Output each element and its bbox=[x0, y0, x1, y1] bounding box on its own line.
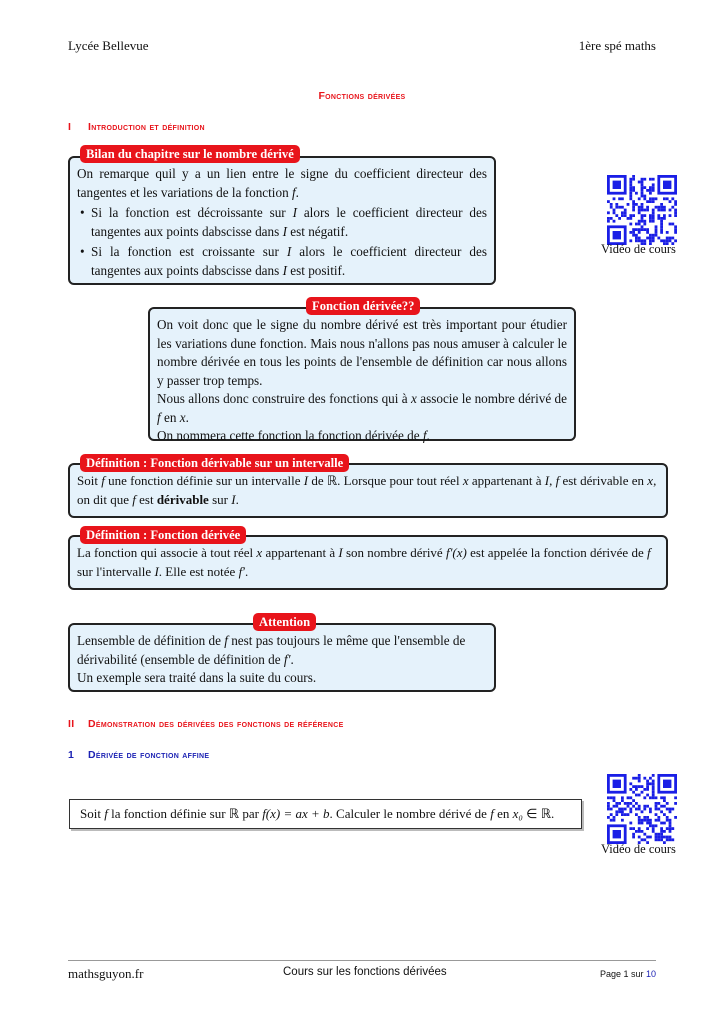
bilan-list bbox=[77, 204, 487, 280]
text: Soit bbox=[80, 806, 105, 821]
question-box-title: Fonction dérivée?? bbox=[306, 297, 420, 315]
math-f: f bbox=[555, 473, 560, 488]
text: la fonction définie sur ℝ par bbox=[107, 806, 263, 821]
text: sur bbox=[208, 491, 232, 507]
text: . bbox=[185, 409, 189, 425]
question-box bbox=[148, 307, 576, 441]
math-x: x bbox=[647, 473, 654, 488]
math-I: I bbox=[292, 205, 297, 220]
text: est appelée la fonction dérivée de bbox=[466, 545, 647, 560]
text: alors le coefficient directeur des tangentes aux points dabscisse dans bbox=[91, 244, 487, 278]
text: On nommera cette fonction la fonction dérivée de bbox=[157, 428, 423, 443]
math-I: I bbox=[154, 563, 159, 579]
math-f: f bbox=[490, 806, 494, 821]
page-prefix: Page 1 sur bbox=[599, 969, 646, 979]
math-f: f bbox=[104, 806, 108, 821]
text: est positif. bbox=[286, 262, 346, 278]
math-I: I bbox=[303, 473, 309, 488]
text: en bbox=[160, 409, 180, 425]
subsection-title: Dérivée de fonction affine bbox=[88, 749, 210, 761]
math-I: I bbox=[282, 223, 287, 239]
definition-derivee-text bbox=[77, 544, 659, 581]
attention-box-title: Attention bbox=[253, 613, 316, 631]
attention-box bbox=[68, 623, 496, 692]
text: ∈ ℝ. bbox=[522, 806, 555, 821]
math-I: I bbox=[231, 491, 236, 507]
text: appartenant à bbox=[262, 545, 339, 560]
math-f: f bbox=[646, 545, 651, 560]
qr-code-icon[interactable] bbox=[607, 774, 677, 844]
math-f: f bbox=[132, 491, 136, 507]
text: Lensemble de définition de bbox=[77, 633, 225, 648]
bullet-icon: • bbox=[80, 244, 85, 259]
text: . bbox=[290, 651, 294, 667]
text: . Calculer le nombre dérivé de bbox=[329, 806, 491, 821]
math-fprime: f′ bbox=[238, 563, 246, 579]
text: est négatif. bbox=[286, 223, 349, 239]
text: . bbox=[426, 428, 430, 443]
list-item bbox=[80, 204, 487, 241]
text: . Elle est notée bbox=[158, 563, 239, 579]
question-paragraph-3 bbox=[157, 427, 567, 446]
math-f: f bbox=[422, 428, 427, 443]
math-I: I bbox=[338, 545, 343, 560]
question-paragraph-1: On voit donc que le signe du nombre dérivé est très important pour étudier les variations dune fonction. Mais nous n'allons pas nous amuser à calculer le nombre dérivée en tous les points de l'ensemble de définition car nous allons y passer trop temps. bbox=[157, 317, 567, 388]
qr-caption: Vidéo de cours bbox=[601, 242, 676, 256]
footer-site[interactable]: mathsguyon.fr bbox=[68, 966, 144, 981]
math-fprime: f′ bbox=[283, 651, 291, 667]
math-I: I bbox=[544, 473, 550, 488]
definition-derivee-title: Définition : Fonction dérivée bbox=[80, 526, 246, 544]
text: La fonction qui associe à tout réel bbox=[77, 545, 257, 560]
section-heading-1 bbox=[68, 121, 205, 133]
math-f: f bbox=[101, 473, 105, 488]
text: sur l'intervalle bbox=[77, 563, 155, 579]
attention-line-2: Un exemple sera traité dans la suite du cours. bbox=[77, 670, 317, 685]
subsection-heading-1 bbox=[68, 749, 209, 761]
exercise-box bbox=[69, 799, 582, 829]
section-title: Introduction et définition bbox=[88, 121, 205, 133]
footer-divider bbox=[68, 960, 656, 961]
text: associe le nombre dérivé de bbox=[416, 391, 567, 406]
math-f: f bbox=[224, 633, 228, 648]
text: , on dit que bbox=[77, 473, 657, 507]
text: appartenant à bbox=[468, 473, 545, 488]
math-f: f bbox=[291, 184, 296, 200]
list-item bbox=[80, 243, 487, 280]
bilan-box-title: Bilan du chapitre sur le nombre dérivé bbox=[80, 145, 300, 163]
text: Si la fonction est décroissante sur bbox=[91, 205, 293, 220]
text: alors le coefficient directeur des tangentes aux points dabscisse dans bbox=[91, 205, 487, 239]
math-fprime-x: f′(x) bbox=[445, 545, 467, 560]
text: Soit bbox=[77, 473, 102, 488]
text: est bbox=[135, 491, 157, 507]
math-x: x bbox=[256, 545, 263, 560]
text: , bbox=[549, 473, 556, 488]
math-x: x bbox=[411, 391, 417, 406]
page-number bbox=[600, 969, 656, 979]
header-school: Lycée Bellevue bbox=[68, 38, 149, 53]
text: . bbox=[235, 491, 239, 507]
bilan-intro bbox=[77, 165, 487, 202]
text: une fonction définie sur un intervalle bbox=[104, 473, 304, 488]
text: est dérivable en bbox=[559, 473, 648, 488]
math-x: x bbox=[462, 473, 469, 488]
bold-term: dérivable bbox=[156, 491, 209, 507]
attention-text bbox=[77, 632, 487, 669]
text: Nous allons donc construire des fonctions qui à bbox=[157, 391, 412, 406]
text: . bbox=[245, 563, 249, 579]
definition-derivable-title: Définition : Fonction dérivable sur un intervalle bbox=[80, 454, 349, 472]
text: nest pas toujours le même que l'ensemble de dérivabilité (ensemble de définition de bbox=[77, 633, 466, 667]
qr-code-icon[interactable] bbox=[607, 175, 677, 245]
text: Si la fonction est croissante sur bbox=[91, 244, 287, 259]
qr-caption: Vidéo de cours bbox=[601, 842, 676, 856]
section-heading-2 bbox=[68, 718, 344, 730]
subsection-number: 1 bbox=[68, 749, 75, 761]
section-title: Démonstration des dérivées des fonctions de référence bbox=[88, 718, 344, 730]
text: son nombre dérivé bbox=[342, 545, 446, 560]
math-f: f bbox=[157, 409, 161, 425]
bullet-icon: • bbox=[80, 205, 85, 220]
math-x0: x₀ bbox=[512, 806, 523, 821]
text: en bbox=[493, 806, 513, 821]
math-fx: f(x) = ax + b bbox=[262, 806, 330, 821]
page-total[interactable]: 10 bbox=[645, 969, 656, 979]
section-number: II bbox=[68, 718, 75, 730]
footer-doc-title: Cours sur les fonctions dérivées bbox=[283, 966, 447, 978]
header-course: 1ère spé maths bbox=[578, 38, 656, 53]
text: de ℝ. Lorsque pour tout réel bbox=[308, 473, 463, 488]
bilan-box bbox=[68, 156, 496, 285]
question-paragraph-2 bbox=[157, 390, 567, 427]
text: . bbox=[295, 184, 299, 200]
math-I: I bbox=[282, 262, 287, 278]
math-I: I bbox=[286, 244, 292, 259]
text: On remarque quil y a un lien entre le signe du coefficient directeur des tangentes et les variations de la fonction bbox=[77, 166, 487, 200]
math-x: x bbox=[179, 409, 186, 425]
definition-derivable-text bbox=[77, 472, 659, 509]
page-title: Fonctions dérivées bbox=[318, 90, 406, 102]
section-number: I bbox=[68, 121, 72, 133]
